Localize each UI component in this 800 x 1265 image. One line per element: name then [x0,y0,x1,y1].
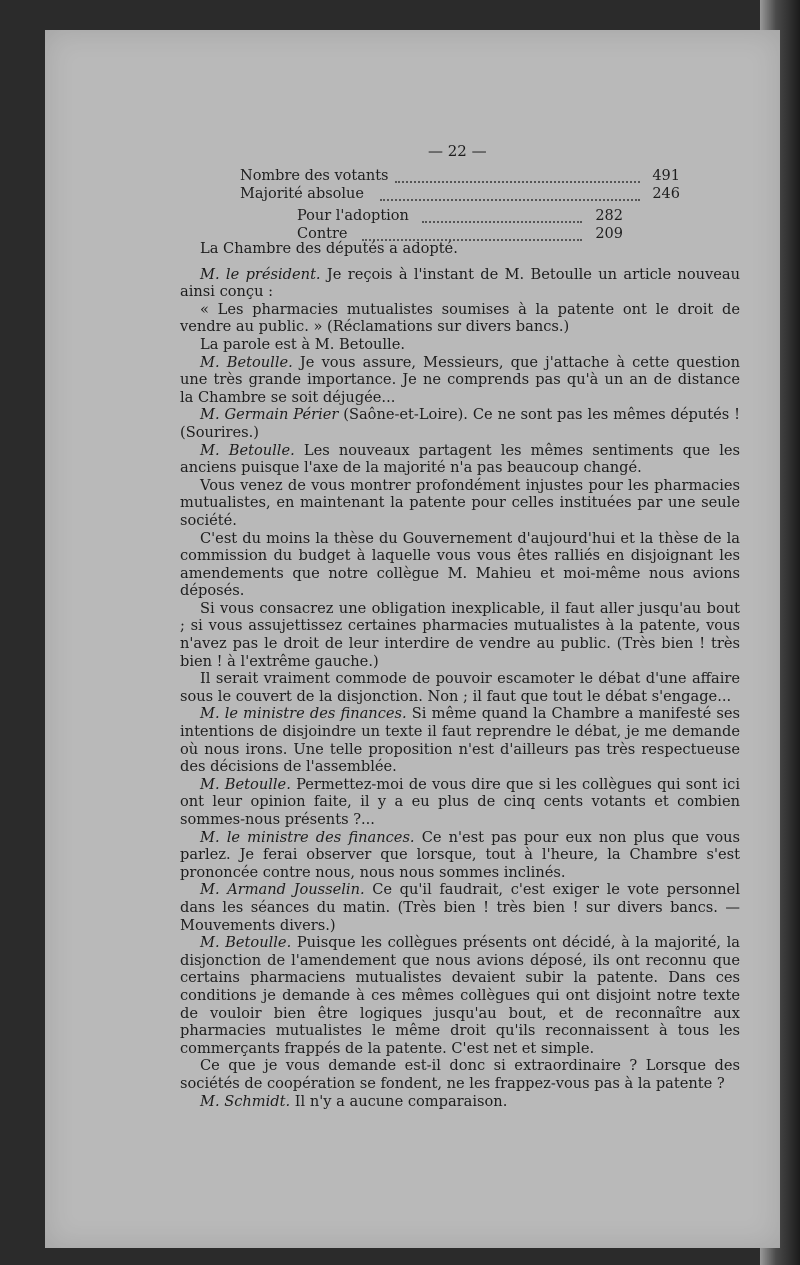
paragraph [180,776,740,829]
paragraph-text: Je vous assure, Messieurs, que j'attache à cette question une très grande importance. Je ne comprends pas qu'à un an de distance la Chambre se soit déjugée... [180,353,740,406]
paragraph [180,336,740,354]
paragraph [180,406,740,441]
paragraph [180,705,740,775]
contre-label: Contre [297,226,348,242]
paragraph-text: Les nouveaux partagent les mêmes sentiments que les anciens puisque l'axe de la majorité n'a pas beaucoup changé. [180,441,740,477]
majorite-row [240,186,680,204]
paragraph-text: Si même quand la Chambre a manifesté ses intentions de disjoindre un texte il faut reprendre le débat, je me demande où nous irons. Une telle proposition n'est d'ailleurs pas très respectueuse des décisions de l'assemblée. [180,705,740,776]
vote-result: La Chambre des députés a adopté. [200,240,458,257]
paragraph [180,442,740,477]
paragraph-text: « Les pharmacies mutualistes soumises à la patente ont le droit de vendre au public. » (Réclamations sur divers bancs.) [180,300,740,336]
votants-row [240,168,680,186]
paragraph-text: Puisque les collègues présents ont décidé, à la majorité, la disjonction de l'amendement que nous avions déposé, ils ont reconnu que certains pharmaciens mutualistes devaient subir la patente. Dans ces conditions je demande à ces mêmes collègues qui ont disjoint notre texte de vouloir bien être logiques jusqu'au bout, et de reconnaître aux pharmacies mutualistes le même droit qu'ils reconnaissent à tous les commerçants frappés de la patente. C'est net et simple. [180,934,741,1057]
paragraph-text: Il serait vraiment commode de pouvoir escamoter le débat d'une affaire sous le couvert de la disjonction. Non ; il faut que tout le débat s'engage... [180,670,740,705]
paragraph [180,354,740,407]
speaker-name: M. Betoulle. [200,441,295,459]
paragraph-text: Vous venez de vous montrer profondément injustes pour les pharmacies mutualistes, en maintenant la patente pour celles instituées par une seule société. [180,476,740,529]
page-number: — 22 — [428,142,487,160]
paragraph-text: Permettez-moi de vous dire que si les collègues qui sont ici ont leur opinion faite, il y a eu plus de cinq cents votants et combien sommes-nous présents ?... [180,775,740,828]
paragraph-text: La parole est à M. Betoulle. [200,335,405,353]
paragraph-text: Il n'y a aucune comparaison. [290,1092,508,1110]
paragraph-text: Je reçois à l'instant de M. Betoulle un article nouveau ainsi conçu : [180,265,740,301]
votants-value: 491 [652,168,680,184]
paragraph [180,477,740,530]
leader-dots [395,181,640,183]
paragraph-text: Ce que je vous demande est-il donc si extraordinaire ? Lorsque des sociétés de coopération se fondent, ne les frappez-vous pas à la patente ? [180,1057,740,1092]
majorite-value: 246 [652,186,680,202]
pour-label: Pour l'adoption [297,208,409,224]
speaker-name: M. Schmidt. [200,1092,291,1110]
paragraph [180,829,740,882]
speaker-name: M. Armand Jousselin. [200,881,365,899]
paragraph-text: Si vous consacrez une obligation inexplicable, il faut aller jusqu'au bout ; si vous assujettissez certaines pharmacies mutualistes à la patente, vous n'avez pas le droit de leur interdire de vendre au public. (Très bien ! très bien ! à l'extrême gauche.) [180,599,740,670]
speaker-name: M. le ministre des finances. [200,828,415,846]
paragraph [180,881,740,934]
spacer [180,258,740,266]
speaker-name: M. le président. [200,265,321,283]
pour-row [297,208,623,226]
paragraph [180,266,740,301]
speaker-name: M. Germain Périer [200,406,339,424]
paragraph-text: Ce n'est pas pour eux non plus que vous parlez. Je ferai observer que lorsque, tout à l'heure, la Chambre s'est prononcée contre nous, nous nous sommes inclinés. [180,828,740,881]
paragraph [180,301,740,336]
body-text [180,240,740,1110]
paragraph-text: (Saône-et-Loire). Ce ne sont pas les mêmes députés ! (Sourires.) [180,406,740,441]
speaker-name: M. Betoulle. [200,353,293,371]
debate-paragraphs [180,266,740,1111]
contre-value: 209 [595,226,623,242]
majorite-label: Majorité absolue [240,186,364,202]
paragraph [180,600,740,670]
speaker-name: M. Betoulle. [200,934,292,952]
speaker-name: M. Betoulle. [200,775,291,793]
paragraph [180,934,740,1057]
votants-label: Nombre des votants [240,168,389,184]
leader-dots [380,199,640,201]
paragraph [180,1093,740,1111]
leader-dots [422,221,582,223]
paragraph [180,670,740,705]
paragraph-text: C'est du moins la thèse du Gouvernement d'aujourd'hui et la thèse de la commission du budget à laquelle vous vous êtes ralliés en disjoignant les amendements que notre collègue M. Mahieu et moi-même nous avions déposés. [180,529,740,600]
paragraph [180,1057,740,1092]
paragraph [180,530,740,600]
paragraph-text: Ce qu'il faudrait, c'est exiger le vote personnel dans les séances du matin. (Très bien ! très bien ! sur divers bancs. — Mouvements divers.) [180,881,740,934]
pour-value: 282 [595,208,623,224]
speaker-name: M. le ministre des finances. [200,705,407,723]
